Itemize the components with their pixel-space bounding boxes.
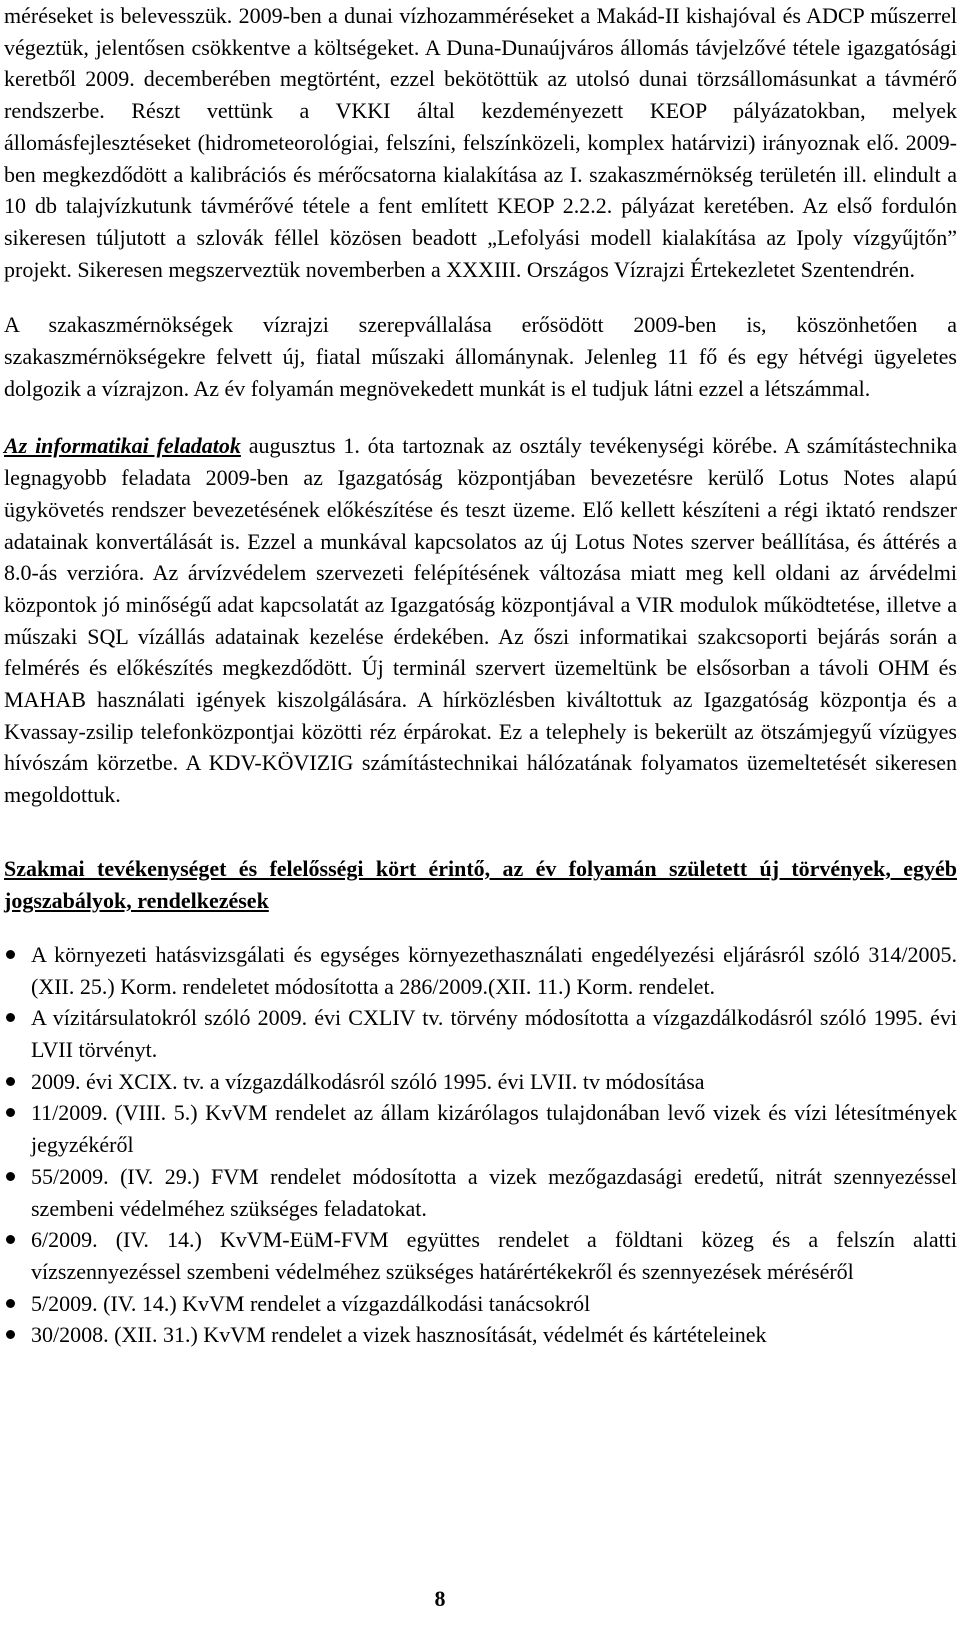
- informatics-body: augusztus 1. óta tartoznak az osztály tevékenységi körébe. A számítástechnika legnagyobb feladata 2009-ben az Igazgatóság központjában bevezetésre kerülő Lotus Notes alapú ügykövetés rendszer bevezetésének előkészítése és teszt üzeme. Elő kellett készíteni a régi iktató rendszer adatainak konvertálását is. Ezzel a munkával kapcsolatos az új Lotus Notes szerver beállítása, és áttérés a 8.0-ás verzióra. Az árvízvédelem szervezeti felépítésének változása miatt meg kell oldani az árvédelmi központok jó minőségű adat kapcsolatát az Igazgatóság központjával a VIR modulok működtetése, illetve a műszaki SQL vízállás adatainak kezelése érdekében. Az őszi informatikai szakcsoporti bejárás során a felmérés és előkészítés megkezdődött. Új terminál szervert üzemeltünk be elsősorban a távoli OHM és MAHAB használati igények kiszolgálására. A hírközlésben kiváltottuk az Igazgatóság központja és a Kvassay-zsilip telefonközpontjai közötti réz érpárokat. Ez a telephely is bekerült az ötszámjegyű vízügyes hívószám körzetbe. A KDV-KÖVIZIG számítástechnikai hálózatának folyamatos üzemeltetését sikeresen megoldottuk.: [4, 433, 957, 808]
- list-item-text: 6/2009. (IV. 14.) KvVM-EüM-FVM együttes rendelet a földtani közeg és a felszín alatti vízszennyezéssel szembeni védelméhez szükséges határértékekről és szennyezések méréséről: [31, 1227, 957, 1284]
- list-item-text: A környezeti hatásvizsgálati és egységes környezethasználati engedélyezési eljárásról szóló 314/2005.(XII. 25.) Korm. rendeletet módosította a 286/2009.(XII. 11.) Korm. rendelet.: [31, 941, 957, 999]
- list-item: [4, 1002, 957, 1065]
- list-item: [4, 1224, 957, 1287]
- list-item: [4, 1161, 957, 1224]
- section-heading-legislation: Szakmai tevékenységet és felelősségi kört érintő, az év folyamán született új törvények, egyéb jogszabályok, rendelkezések: [4, 855, 957, 913]
- paragraph-hydrography: méréseket is belevesszük. 2009-ben a dunai vízhozamméréseket a Makád-II kishajóval és ADCP műszerrel végeztük, jelentősen csökkentve a költségeket. A Duna-Dunaújváros állomás távjelzővé tétele igazgatósági keretből 2009. decemberében megtörtént, ezzel bekötöttük az utolsó dunai törzsállomásunkat a távmérő rendszerbe. Részt vettünk a VKKI által kezdeményezett KEOP pályázatokban, melyek állomásfejlesztéseket (hidrometeorológiai, felszíni, felszínközeli, komplex határvizi) irányoznak elő. 2009-ben megkezdődött a kalibrációs és mérőcsatorna kialakítása az I. szakaszmérnökség területén ill. elindult a 10 db talajvízkutunk távmérővé tétele a fent említett KEOP 2.2.2. pályázat keretében. Az első fordulón sikeresen túljutott a szlovák féllel közösen beadott „Lefolyási modell kialakítása az Ipoly vízgyűjtőn” projekt. Sikeresen megszerveztük novemberben a XXXIII. Országos Vízrajzi Értekezletet Szentendrén.: [4, 3, 957, 282]
- list-item-text: 55/2009. (IV. 29.) FVM rendelet módosította a vizek mezőgazdasági eredetű, nitrát szennyezéssel szembeni védelméhez szükséges feladatokat.: [31, 1163, 957, 1221]
- informatics-title: Az informatikai feladatok: [4, 433, 241, 459]
- paragraph-informatics: [4, 430, 957, 810]
- page-number: 8: [434, 1586, 446, 1611]
- list-item: [4, 1319, 957, 1351]
- document-page: [4, 0, 957, 1351]
- bullet-icon: [6, 1172, 15, 1181]
- list-item-text: 11/2009. (VIII. 5.) KvVM rendelet az állam kizárólagos tulajdonában levő vizek és vízi létesítmények jegyzékéről: [31, 1100, 957, 1158]
- bullet-icon: [6, 1330, 15, 1339]
- list-item-text: 30/2008. (XII. 31.) KvVM rendelet a vizek hasznosítását, védelmét és kártételeinek: [31, 1322, 767, 1348]
- bullet-icon: [6, 1077, 15, 1086]
- bullet-icon: [6, 1013, 15, 1022]
- bullet-icon: [6, 1108, 15, 1117]
- list-item: [4, 939, 957, 1002]
- bullet-icon: [6, 950, 15, 959]
- list-item-text: 2009. évi XCIX. tv. a vízgazdálkodásról szóló 1995. évi LVII. tv módosítása: [31, 1068, 705, 1094]
- list-item-text: 5/2009. (IV. 14.) KvVM rendelet a vízgazdálkodási tanácsokról: [31, 1290, 591, 1316]
- paragraph-staffing: A szakaszmérnökségek vízrajzi szerepvállalása erősödött 2009-ben is, köszönhetően a szakaszmérnökségekre felvett új, fiatal műszaki állománynak. Jelenleg 11 fő és egy hétvégi ügyeletes dolgozik a vízrajzon. Az év folyamán megnövekedett munkát is el tudjuk látni ezzel a létszámmal.: [4, 312, 957, 401]
- list-item: [4, 1066, 957, 1098]
- list-item-text: A vízitársulatokról szóló 2009. évi CXLIV tv. törvény módosította a vízgazdálkodásról szóló 1995. évi LVII törvényt.: [31, 1005, 957, 1062]
- list-item: [4, 1097, 957, 1160]
- bullet-icon: [6, 1299, 15, 1308]
- list-item: [4, 1288, 957, 1320]
- legislation-list: [4, 939, 957, 1351]
- bullet-icon: [6, 1235, 15, 1244]
